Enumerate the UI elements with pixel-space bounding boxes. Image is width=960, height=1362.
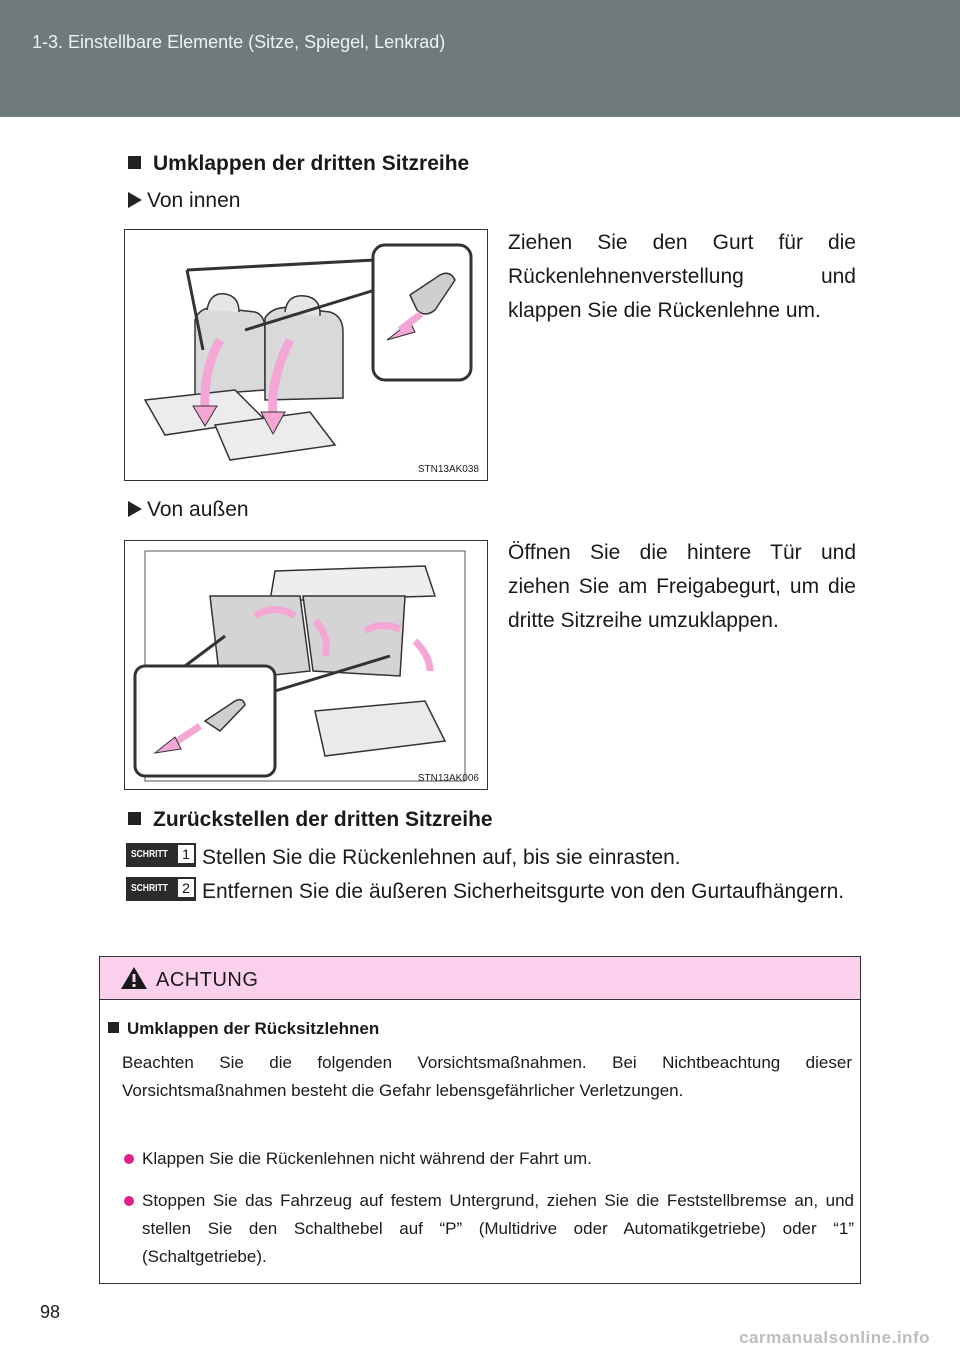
square-bullet-icon [108, 1022, 119, 1033]
warning-title: ACHTUNG [156, 969, 259, 991]
section-title-text: Zurückstellen der dritten Sitzreihe [153, 808, 493, 831]
warning-bullet-text: Klappen Sie die Rückenlehnen nicht während der Fahrt um. [142, 1149, 592, 1168]
warning-bullet-2 [122, 1187, 854, 1271]
subheading-outside-label: Von außen [147, 498, 249, 521]
step-number: 2 [177, 878, 195, 898]
instruction-inside: Ziehen Sie den Gurt für die Rückenlehnenverstellung und klappen Sie die Rückenlehne um. [508, 231, 856, 322]
step-badge [126, 877, 196, 901]
step-badge [126, 843, 196, 867]
subheading-inside-label: Von innen [147, 189, 241, 212]
step-badge-label: SCHRITT [131, 849, 168, 860]
warning-triangle-icon [120, 965, 148, 991]
instruction-outside: Öffnen Sie die hintere Tür und ziehen Sie am Freigabegurt, um die dritte Sitzreihe umzuklappen. [508, 541, 856, 632]
subheading-inside [128, 189, 240, 213]
bullet-dot-icon [124, 1196, 134, 1206]
warning-subtitle-text: Umklappen der Rücksitzlehnen [127, 1019, 380, 1038]
warning-header [100, 957, 860, 1000]
square-bullet-icon [128, 156, 141, 169]
step-1 [126, 841, 860, 875]
seat-fold-inside-illustration [125, 230, 487, 480]
section-title-text: Umklappen der dritten Sitzreihe [153, 152, 470, 175]
warning-subtitle [108, 1019, 379, 1039]
figure-seat-fold-outside [124, 540, 488, 790]
page-number: 98 [40, 1302, 61, 1322]
bullet-dot-icon [124, 1154, 134, 1164]
triangle-bullet-icon [128, 501, 142, 517]
figure-seat-fold-inside [124, 229, 488, 481]
section-title-fold [128, 152, 469, 176]
warning-box [99, 956, 861, 1284]
warning-bullet-1 [122, 1145, 854, 1173]
step-badge-label: SCHRITT [131, 883, 168, 894]
step-text: Entfernen Sie die äußeren Sicherheitsgurte von den Gurtaufhängern. [202, 880, 845, 903]
chapter-title: 1-3. Einstellbare Elemente (Sitze, Spiegel, Lenkrad) [32, 32, 446, 52]
section-title-return [128, 808, 493, 832]
warning-text: Beachten Sie die folgenden Vorsichtsmaßnahmen. Bei Nichtbeachtung dieser Vorsichtsmaßnahmen besteht die Gefahr lebensgefährlicher Verletzungen. [122, 1053, 852, 1100]
subheading-outside [128, 498, 249, 522]
figure-code: STN13AK038 [417, 464, 479, 475]
chapter-header [0, 0, 960, 117]
triangle-bullet-icon [128, 192, 142, 208]
warning-bullet-text: Stoppen Sie das Fahrzeug auf festem Untergrund, ziehen Sie die Feststellbremse an, und stellen Sie den Schalthebel auf “P” (Multidrive oder Automatikgetriebe) oder “1” (Schaltgetriebe). [142, 1191, 854, 1266]
square-bullet-icon [128, 812, 141, 825]
step-2 [126, 875, 860, 945]
watermark: carmanualsonline.info [739, 1328, 930, 1347]
step-number: 1 [177, 844, 195, 864]
figure-code: STN13AK006 [417, 773, 479, 784]
step-text: Stellen Sie die Rückenlehnen auf, bis sie einrasten. [202, 846, 681, 869]
seat-fold-outside-illustration [125, 541, 487, 789]
